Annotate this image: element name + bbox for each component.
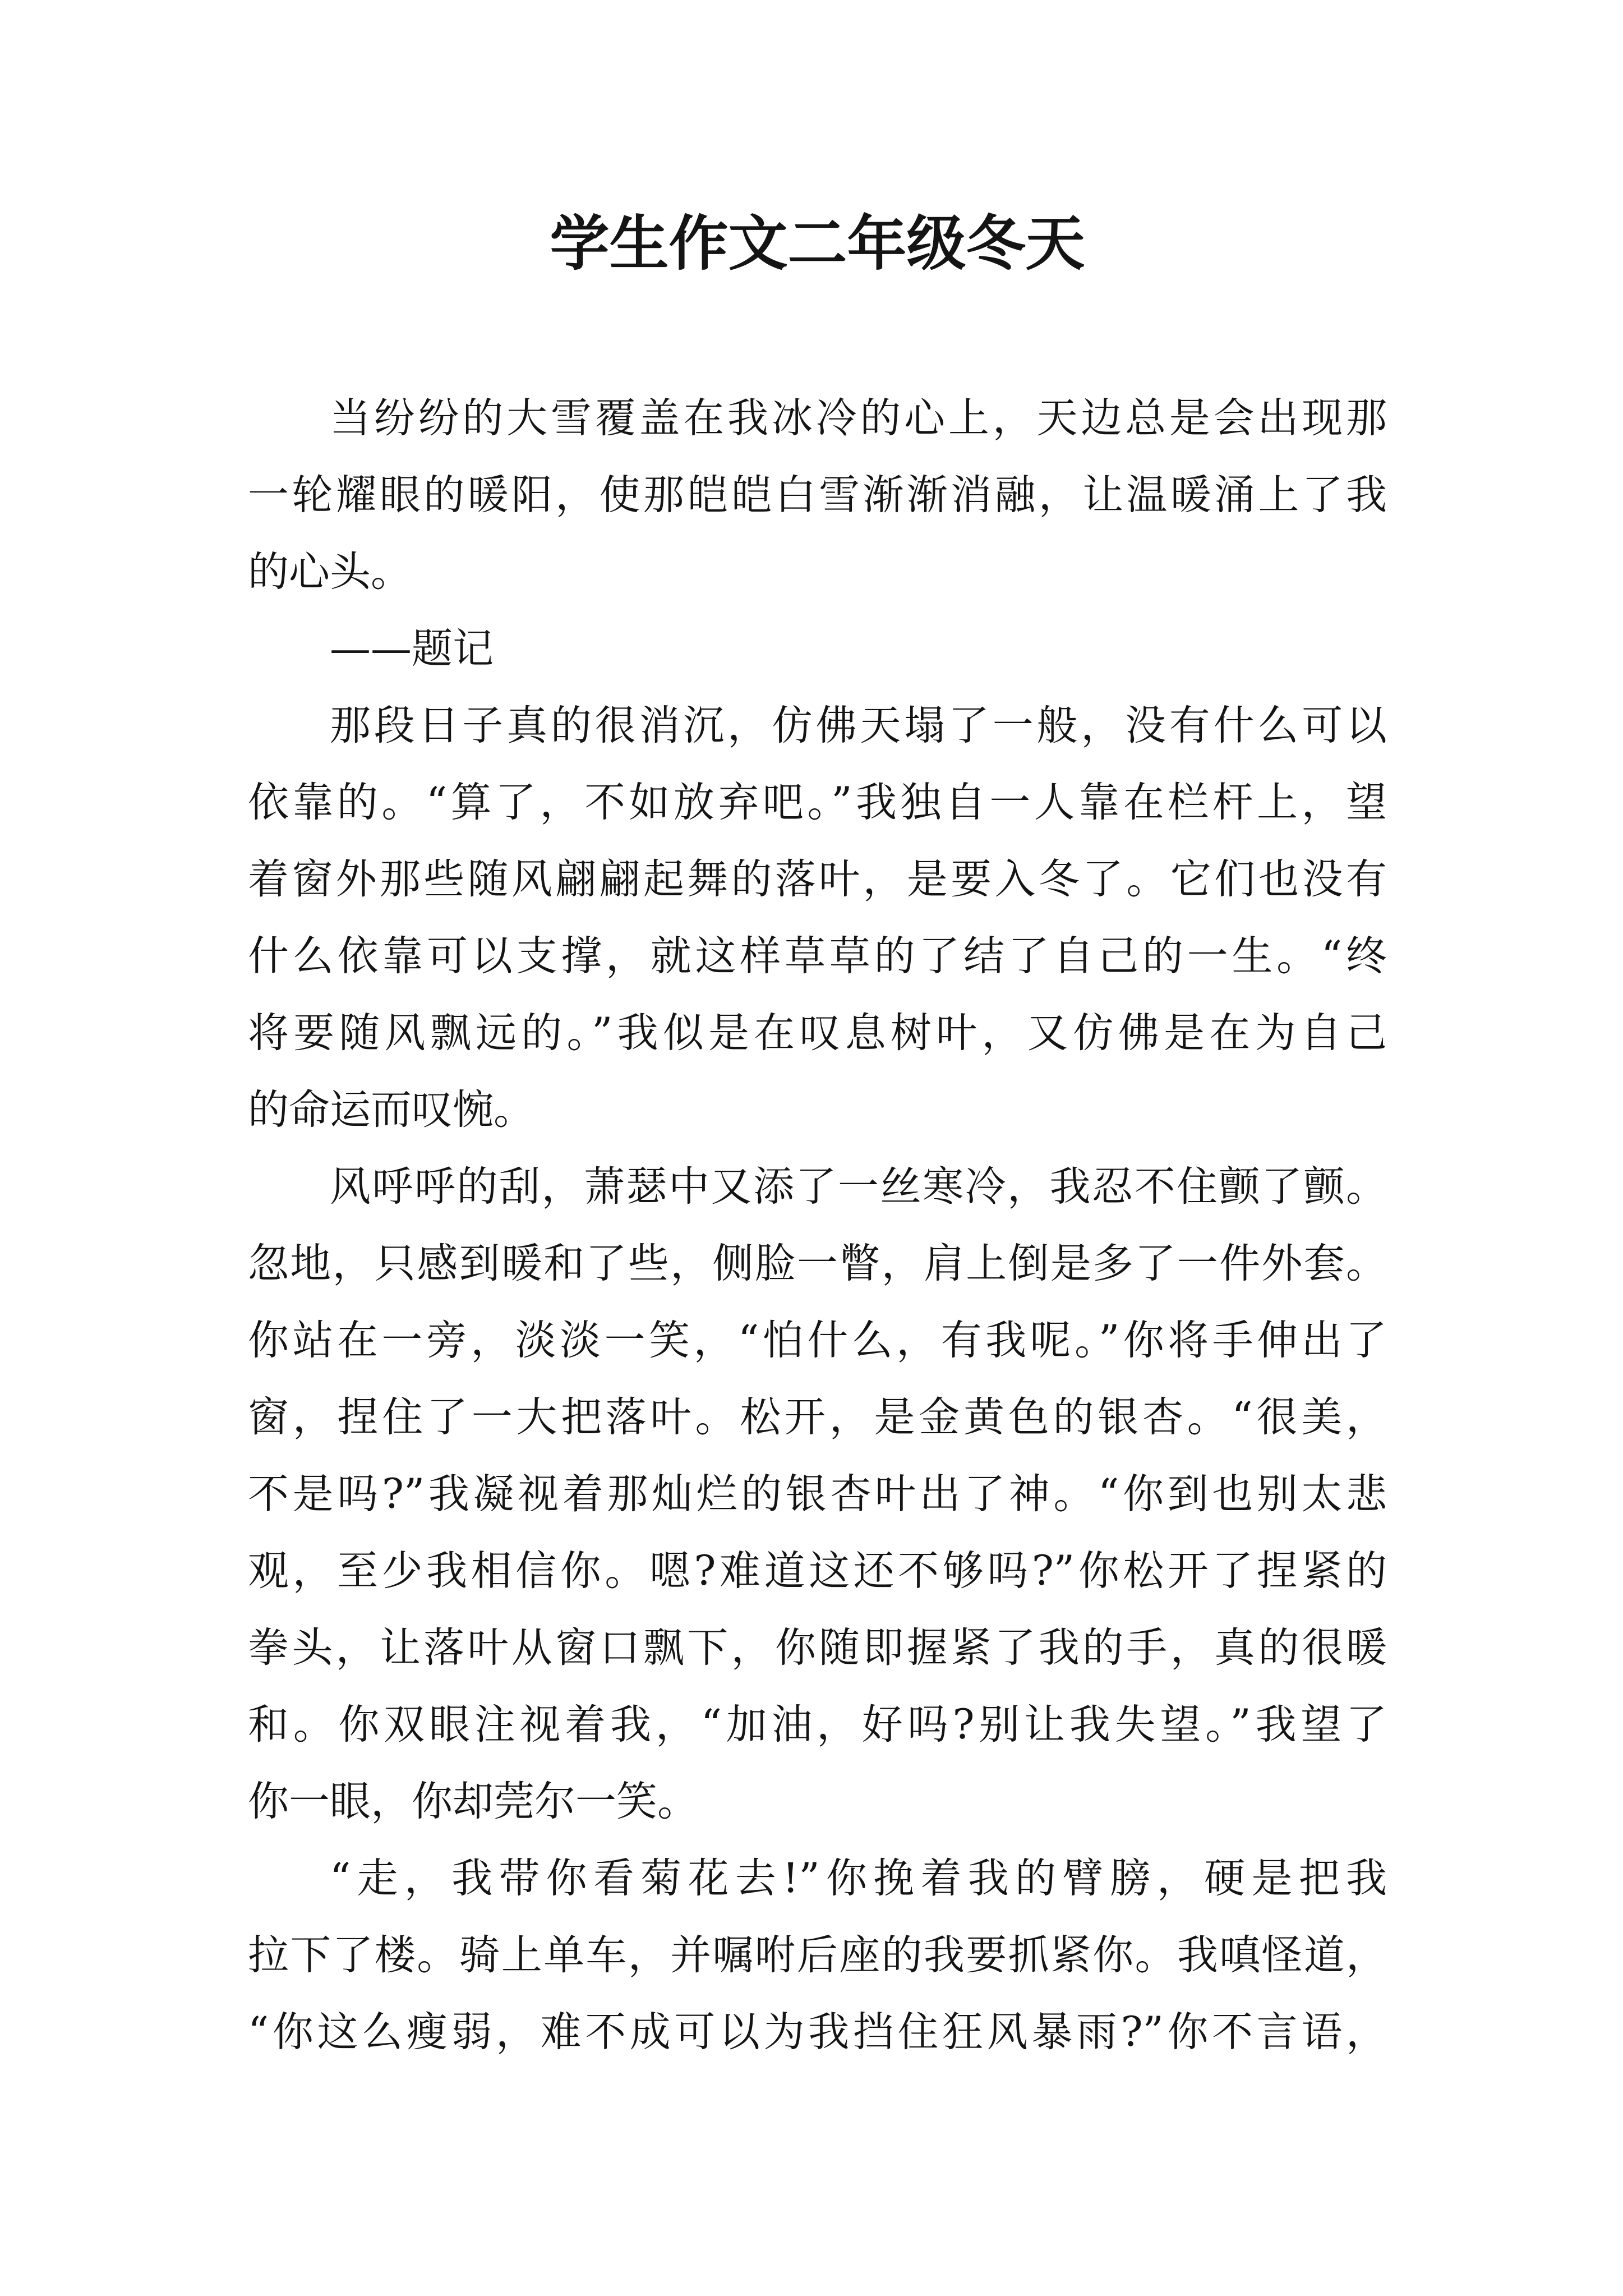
text-line: 你一眼，你却莞尔一笑。 [248,1778,698,1825]
document-title: 学生作文二年级冬天 [550,212,1085,275]
text-line: 拉下了楼。骑上单车，并嘱咐后座的我要抓紧你。我嗔怪道， [248,1931,1387,1979]
text-line: 你站在一旁，淡淡一笑，“怕什么，有我呢。”你将手伸出了 [248,1317,1387,1364]
text-line: 忽地，只感到暖和了些，侧脸一瞥，肩上倒是多了一件外套。 [248,1240,1387,1287]
text-line: 风呼呼的刮，萧瑟中又添了一丝寒冷，我忍不住颤了颤。 [330,1163,1387,1211]
text-line: 当纷纷的大雪覆盖在我冰冷的心上，天边总是会出现那 [330,394,1387,442]
text-line: 的心头。 [248,548,412,596]
paragraph-intro [248,380,1387,610]
text-line: “你这么瘦弱，难不成可以为我挡住狂风暴雨?”你不言语， [248,2008,1387,2056]
text-line: 的命运而叹惋。 [248,1086,534,1134]
text-line: 观，至少我相信你。嗯?难道这还不够吗?”你松开了捏紧的 [248,1547,1387,1595]
document-body [248,380,1387,2070]
text-line: 窗，捏住了一大把落叶。松开，是金黄色的银杏。“很美， [248,1393,1387,1441]
text-line: 那段日子真的很消沉，仿佛天塌了一般，没有什么可以 [330,702,1387,749]
text-line: 一轮耀眼的暖阳，使那皑皑白雪渐渐消融，让温暖涌上了我 [248,471,1387,519]
text-line: 依靠的。“算了，不如放弃吧。”我独自一人靠在栏杆上，望 [248,779,1387,826]
text-line: 着窗外那些随风翩翩起舞的落叶，是要入冬了。它们也没有 [248,855,1387,903]
text-line: 拳头，让落叶从窗口飘下，你随即握紧了我的手，真的很暖 [248,1624,1387,1672]
epigraph-line: ——题记 [330,625,494,673]
paragraph-epigraph [248,610,1387,687]
paragraph [248,1840,1387,2070]
text-line: “走，我带你看菊花去!”你挽着我的臂膀，硬是把我 [330,1855,1387,1902]
text-line: 将要随风飘远的。”我似是在叹息树叶，又仿佛是在为自己 [248,1009,1387,1057]
paragraph [248,687,1387,1148]
text-line: 和。你双眼注视着我，“加油，好吗?别让我失望。”我望了 [248,1701,1387,1749]
text-line: 不是吗?”我凝视着那灿烂的银杏叶出了神。“你到也别太悲 [248,1470,1387,1518]
paragraph [248,1148,1387,1840]
text-line: 什么依靠可以支撑，就这样草草的了结了自己的一生。“终 [248,932,1387,980]
